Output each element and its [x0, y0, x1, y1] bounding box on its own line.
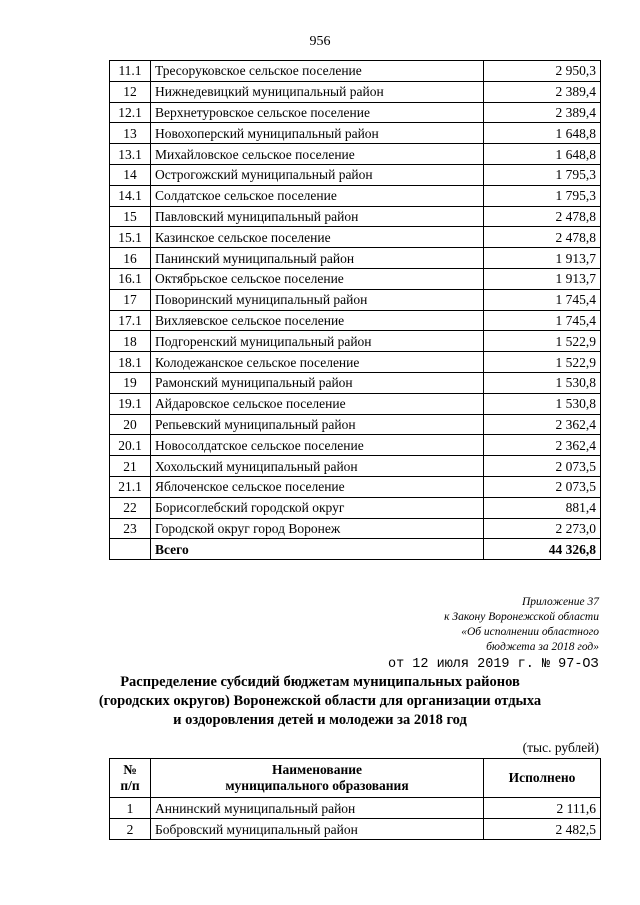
row-value: 2 362,4: [484, 435, 601, 456]
row-value: 2 073,5: [484, 476, 601, 497]
row-name: Новосолдатское сельское поселение: [151, 435, 484, 456]
table-row: [110, 227, 601, 248]
row-name: Панинский муниципальный район: [151, 248, 484, 269]
row-name: Казинское сельское поселение: [151, 227, 484, 248]
table-row: [110, 248, 601, 269]
table-row: [110, 476, 601, 497]
appendix-note: [444, 595, 599, 655]
row-number: 16.1: [110, 268, 151, 289]
row-value: 2 478,8: [484, 206, 601, 227]
total-label: Всего: [151, 539, 484, 560]
header-value: Исполнено: [484, 759, 601, 798]
row-value: 2 389,4: [484, 102, 601, 123]
row-name: Октябрьское сельское поселение: [151, 268, 484, 289]
row-value: 2 362,4: [484, 414, 601, 435]
row-value: 1 745,4: [484, 289, 601, 310]
total-value: 44 326,8: [484, 539, 601, 560]
table-row: [110, 456, 601, 477]
bottom-subsidy-table: [109, 758, 601, 840]
row-name: Яблоченское сельское поселение: [151, 476, 484, 497]
row-number: 11.1: [110, 61, 151, 82]
row-value: 1 648,8: [484, 123, 601, 144]
total-num: [110, 539, 151, 560]
row-value: 2 950,3: [484, 61, 601, 82]
table-row: [110, 268, 601, 289]
row-number: 2: [110, 819, 151, 840]
header-num-line-1: №: [123, 762, 137, 777]
table-row: [110, 102, 601, 123]
row-number: 19.1: [110, 393, 151, 414]
row-number: 17.1: [110, 310, 151, 331]
row-name: Острогожский муниципальный район: [151, 164, 484, 185]
header-row: [110, 759, 601, 798]
top-subsidy-table: [109, 60, 601, 560]
row-number: 20.1: [110, 435, 151, 456]
row-number: 12.1: [110, 102, 151, 123]
title-line-3: и оздоровления детей и молодежи за 2018 год: [173, 712, 467, 728]
row-number: 14.1: [110, 185, 151, 206]
header-num: [110, 759, 151, 798]
table-row: [110, 123, 601, 144]
row-name: Городской округ город Воронеж: [151, 518, 484, 539]
table-row: [110, 352, 601, 373]
row-name: Хохольский муниципальный район: [151, 456, 484, 477]
bottom-table-body: [110, 798, 601, 840]
row-number: 1: [110, 798, 151, 819]
row-number: 23: [110, 518, 151, 539]
row-number: 21.1: [110, 476, 151, 497]
row-name: Верхнетуровское сельское поселение: [151, 102, 484, 123]
row-name: Колодежанское сельское поселение: [151, 352, 484, 373]
table-row: [110, 185, 601, 206]
row-number: 21: [110, 456, 151, 477]
table-row: [110, 435, 601, 456]
header-name: [151, 759, 484, 798]
row-number: 16: [110, 248, 151, 269]
row-value: 1 530,8: [484, 393, 601, 414]
row-number: 19: [110, 372, 151, 393]
table-row: [110, 81, 601, 102]
row-name: Бобровский муниципальный район: [151, 819, 484, 840]
row-name: Солдатское сельское поселение: [151, 185, 484, 206]
row-name: Аннинский муниципальный район: [151, 798, 484, 819]
row-name: Новохоперский муниципальный район: [151, 123, 484, 144]
table-row: [110, 518, 601, 539]
page-number: 956: [309, 34, 331, 49]
row-value: 1 795,3: [484, 164, 601, 185]
document-title: [0, 673, 640, 730]
row-number: 13: [110, 123, 151, 144]
title-line-2: (городских округов) Воронежской области для организации отдыха: [98, 693, 542, 709]
table-row: [110, 393, 601, 414]
row-name: Рамонский муниципальный район: [151, 372, 484, 393]
row-number: 17: [110, 289, 151, 310]
units-label: (тыс. рублей): [522, 740, 599, 755]
table-row: [110, 331, 601, 352]
header-name-line-1: Наименование: [272, 762, 362, 777]
header-name-line-2: муниципального образования: [225, 778, 409, 793]
table-row: [110, 497, 601, 518]
appendix-line-3: «Об исполнении областного: [461, 626, 599, 638]
appendix-line-4: бюджета за 2018 год»: [486, 641, 599, 653]
row-value: 1 522,9: [484, 352, 601, 373]
row-name: Нижнедевицкий муниципальный район: [151, 81, 484, 102]
table-row: [110, 798, 601, 819]
row-value: 2 389,4: [484, 81, 601, 102]
top-table-body: [110, 61, 601, 560]
total-row: [110, 539, 601, 560]
row-name: Репьевский муниципальный район: [151, 414, 484, 435]
appendix-line-2: к Закону Воронежской области: [444, 611, 599, 623]
row-value: 1 522,9: [484, 331, 601, 352]
table-row: [110, 144, 601, 165]
row-value: 2 482,5: [484, 819, 601, 840]
table-row: [110, 289, 601, 310]
table-row: [110, 310, 601, 331]
row-number: 20: [110, 414, 151, 435]
row-number: 22: [110, 497, 151, 518]
table-row: [110, 819, 601, 840]
table-row: [110, 414, 601, 435]
row-value: 1 648,8: [484, 144, 601, 165]
row-name: Павловский муниципальный район: [151, 206, 484, 227]
row-number: 15: [110, 206, 151, 227]
row-value: 1 745,4: [484, 310, 601, 331]
row-value: 2 478,8: [484, 227, 601, 248]
row-name: Тресоруковское сельское поселение: [151, 61, 484, 82]
table-row: [110, 164, 601, 185]
row-value: 1 913,7: [484, 268, 601, 289]
row-name: Поворинский муниципальный район: [151, 289, 484, 310]
row-number: 18: [110, 331, 151, 352]
row-value: 2 111,6: [484, 798, 601, 819]
row-number: 14: [110, 164, 151, 185]
row-number: 12: [110, 81, 151, 102]
row-value: 1 795,3: [484, 185, 601, 206]
row-name: Подгоренский муниципальный район: [151, 331, 484, 352]
row-value: 2 073,5: [484, 456, 601, 477]
table-row: [110, 372, 601, 393]
row-name: Михайловское сельское поселение: [151, 144, 484, 165]
row-name: Борисоглебский городской округ: [151, 497, 484, 518]
row-number: 15.1: [110, 227, 151, 248]
row-value: 1 913,7: [484, 248, 601, 269]
table-row: [110, 206, 601, 227]
title-line-1: Распределение субсидий бюджетам муниципальных районов: [120, 674, 520, 690]
row-number: 18.1: [110, 352, 151, 373]
row-value: 881,4: [484, 497, 601, 518]
row-value: 2 273,0: [484, 518, 601, 539]
appendix-line-1: Приложение 37: [521, 596, 599, 608]
header-num-line-2: п/п: [120, 778, 140, 793]
row-number: 13.1: [110, 144, 151, 165]
row-name: Вихляевское сельское поселение: [151, 310, 484, 331]
row-value: 1 530,8: [484, 372, 601, 393]
table-row: [110, 61, 601, 82]
law-reference: от 12 июля 2019 г. № 97-ОЗ: [388, 657, 599, 672]
row-name: Айдаровское сельское поселение: [151, 393, 484, 414]
